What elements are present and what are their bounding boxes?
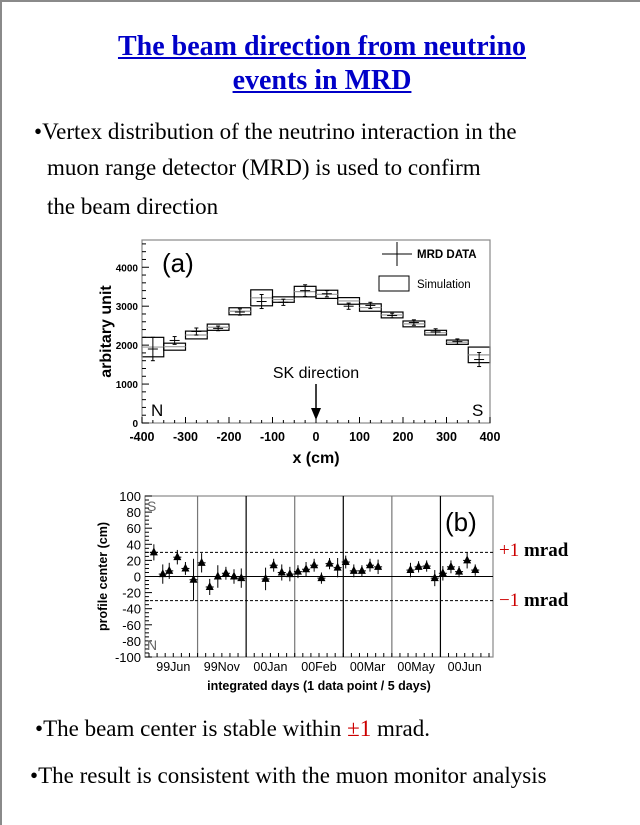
data-point-triangle — [471, 565, 479, 573]
bullet: • — [30, 763, 39, 788]
y-tick-label: 0 — [132, 419, 138, 430]
conclusion-1-text: The beam center is stable within — [43, 716, 348, 741]
y-tick-label: 80 — [126, 505, 141, 521]
data-point-triangle — [374, 562, 382, 570]
south-label: S — [472, 401, 484, 420]
conclusion-1 — [35, 711, 430, 747]
data-point-triangle — [350, 566, 358, 574]
panel-label: (b) — [445, 507, 477, 537]
x-tick-label: 300 — [436, 430, 457, 444]
y-tick-label: -20 — [122, 585, 141, 601]
y-tick-label: -100 — [114, 650, 141, 665]
period-label: 99Jun — [156, 660, 191, 674]
x-tick-label: -100 — [259, 430, 286, 444]
x-axis-label: integrated days (1 data point / 5 days) — [207, 679, 431, 693]
data-point-triangle — [270, 560, 278, 568]
intro-line-3: the beam direction — [47, 194, 219, 219]
y-tick-label: 4000 — [115, 263, 138, 275]
period-label: 00May — [397, 660, 435, 674]
plus-minus-value: ±1 — [347, 716, 372, 741]
y-axis-label: arbitary unit — [98, 285, 115, 378]
y-axis-label: profile center (cm) — [96, 521, 110, 632]
sk-direction-label: SK direction — [272, 365, 360, 382]
data-point-triangle — [159, 569, 167, 577]
data-point-triangle — [463, 555, 471, 563]
chart-b — [92, 482, 512, 702]
chart-a — [92, 232, 512, 472]
data-point-triangle — [334, 563, 342, 571]
period-label: 99Nov — [203, 660, 240, 674]
bullet: • — [35, 716, 44, 741]
y-tick-label: 60 — [126, 521, 141, 537]
data-point-triangle — [302, 564, 310, 572]
x-tick-label: 0 — [312, 430, 320, 444]
y-tick-label: 2000 — [115, 341, 138, 353]
data-point-triangle — [237, 573, 245, 581]
panel-label: (a) — [162, 248, 194, 278]
data-point-triangle — [206, 582, 214, 590]
data-point-triangle — [358, 566, 366, 574]
data-point-triangle — [262, 574, 270, 582]
data-point-triangle — [366, 560, 374, 568]
mrad-unit: mrad — [523, 590, 569, 611]
y-tick-label: 40 — [126, 537, 141, 553]
data-point-triangle — [423, 561, 431, 569]
conclusion-1-unit: mrad. — [371, 716, 430, 741]
south-label: S — [147, 498, 157, 514]
y-tick-label: -80 — [122, 633, 141, 649]
mrad-unit: mrad — [523, 540, 569, 561]
y-tick-label: 1000 — [115, 380, 138, 392]
data-point-triangle — [317, 573, 325, 581]
x-tick-label: -200 — [216, 430, 242, 444]
period-label: 00Mar — [349, 660, 386, 674]
data-point-triangle — [230, 572, 238, 580]
legend-simulation-label: Simulation — [417, 279, 471, 291]
x-tick-label: 100 — [349, 430, 370, 444]
data-point-triangle — [150, 547, 158, 555]
data-point-triangle — [406, 565, 414, 573]
plus-sign: +1 — [499, 540, 520, 561]
conclusion-2 — [30, 758, 547, 794]
y-tick-label: 0 — [133, 569, 141, 585]
title-line-1: The beam direction from neutrino — [117, 31, 527, 62]
period-label: 00Jun — [447, 660, 482, 674]
conclusion-2-text: The result is consistent with the muon monitor analysis — [38, 763, 547, 788]
legend-simulation-marker — [379, 276, 409, 291]
intro-paragraph — [34, 114, 517, 225]
minus-sign: −1 — [499, 590, 520, 611]
data-point-triangle — [165, 566, 173, 574]
y-tick-label: 100 — [119, 489, 141, 504]
north-label: N — [147, 637, 158, 653]
data-point-triangle — [222, 568, 230, 576]
arrow-down-icon — [311, 408, 321, 420]
data-point-triangle — [198, 558, 206, 566]
data-point-triangle — [214, 572, 222, 580]
data-point-triangle — [181, 563, 189, 571]
y-tick-label: -40 — [122, 601, 141, 617]
data-point-triangle — [310, 560, 318, 568]
x-tick-label: 400 — [479, 430, 501, 444]
x-tick-label: -300 — [172, 430, 199, 444]
data-point-triangle — [415, 562, 423, 570]
y-tick-label: 20 — [126, 553, 141, 569]
bullet: • — [34, 119, 43, 144]
data-point-triangle — [455, 567, 463, 575]
x-axis-label: x (cm) — [292, 450, 340, 467]
x-tick-label: -400 — [129, 430, 155, 444]
title-line-2: events in MRD — [232, 65, 412, 96]
page-title — [2, 30, 640, 98]
period-label: 00Jan — [253, 660, 288, 674]
data-point-triangle — [447, 562, 455, 570]
north-label: N — [151, 401, 164, 420]
legend-data-label: MRD DATA — [417, 249, 477, 261]
data-point-triangle — [190, 575, 198, 583]
intro-line-2: muon range detector (MRD) is used to confirm — [47, 155, 481, 180]
y-tick-label: -60 — [122, 617, 141, 633]
data-point-triangle — [286, 569, 294, 577]
data-point-triangle — [326, 559, 334, 567]
data-point-triangle — [431, 573, 439, 581]
plus-1-mrad-label — [499, 540, 568, 562]
x-tick-label: 200 — [392, 430, 414, 444]
y-tick-label: 3000 — [115, 302, 138, 314]
intro-line-1: Vertex distribution of the neutrino interaction in the — [42, 119, 517, 144]
data-point-triangle — [278, 567, 286, 575]
minus-1-mrad-label — [499, 590, 568, 612]
data-point-triangle — [173, 552, 181, 560]
period-label: 00Feb — [301, 660, 337, 674]
